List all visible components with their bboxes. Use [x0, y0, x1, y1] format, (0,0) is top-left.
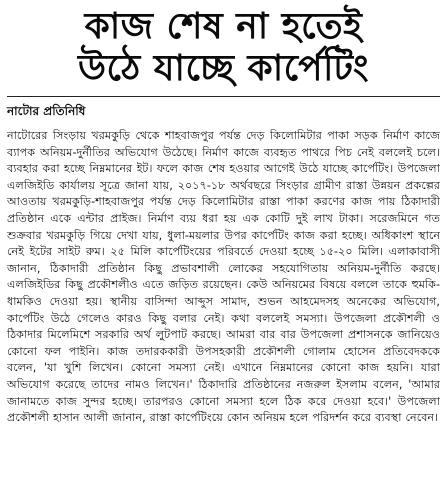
headline-line-2: উঠে যাচ্ছে কার্পেটিং	[78, 48, 369, 89]
article-body: নাটোরের সিংড়ায় খরমকুড়ি থেকে শাহবাজপুর পর্যন্ত দেড় কিলোমিটার পাকা সড়ক নির্মাণ কাজে ব্যাপক অনিয়ম-দুর্নীতির অভিযোগ উঠেছে। নির্মাণ কাজে ব্যবহৃত পাথরে পিচ নেই বললেই চলে। ব্যবহার করা হচ্ছে নিম্নমানের ইট। ফলে কাজ শেষ হওয়ার আগেই উঠে যাচ্ছে কার্পেটিং। উপজেলা এলজিইডি কার্যালয় সূত্রে জানা যায়, ২০১৭-১৮ অর্থবছরে সিংড়ার গ্রামীণ রাস্তা উন্নয়ন প্রকল্পের আওতায় খরমকুড়ি-শাহবাজপুর পর্যন্ত দেড় কিলোমিটার রাস্তা পাকা করণের কাজ পায় ঠিকাদারী প্রতিষ্ঠান একে এন্টার প্রাইজ। নির্মাণ ব্যয় ধরা হয় এক কোটি দুই লাখ টাকা। সরেজমিনে গত শুক্রবার খরমকুড়ি গিয়ে দেখা যায়, ধুলা-ময়লার উপর কার্পেটিং কাজ করা হচ্ছে। অধিকাংশ স্থানে নেই ইটের সাইট রুম। ২৫ মিলি কার্পেটিংয়ের পরিবর্তে দেওয়া হচ্ছে ১৫-২০ মিলি। এলাকাবাসী জানান, ঠিকাদারী প্রতিষ্ঠান কিছু প্রভাবশালী লোকের সহযোগিতায় অনিয়ম-দুর্নীতি করছে। এলজিইডির কিছু প্রকৌশলীও এতে জড়িত রয়েছেন। কেউ অনিয়মের বিষয়ে বললে তাকে হুমকি-ধামকিও দেওয়া হয়। স্থানীয় বাসিন্দা আব্দুস সামাদ, শুভন আহমেদসহ অনেকের অভিযোগ, কার্পেটিং উঠে গেলেও কারও কিছু বলার নেই। কথা বললেই সমস্যা। উপজেলা প্রকৌশলী ও ঠিকাদার মিলেমিশে সরকারি অর্থ লুটপাট করছে। আমরা বার বার উপজেলা প্রশাসনকে জানিয়েও কোনো ফল পাইনি। কাজ তদারককারী উপসহকারী প্রকৌশলী গোলাম হোসেন প্রতিবেদককে বলেন, 'যা খুশি লিখেন। কোনো সমস্যা নেই। এখানে নিম্নমানের কোনো কাজ হয়নি। যারা অভিযোগ করেছে তাদের নামও লিখেন।' ঠিকাদারি প্রতিষ্ঠানের নজরুল ইসলাম বলেন, 'আমার জানামতে কাজ সুন্দর হচ্ছে। তারপরও কোনো সমস্যা হলে ঠিক করে দেওয়া হবে।' উপজেলা প্রকৌশলী হাসান আলী জানান, রাস্তা কার্পেটিংয়ে কোন অনিয়ম হলে পরিদর্শন করে ব্যবস্থা নেবেন।	[7, 129, 440, 425]
byline: নাটোর প্রতিনিধি	[7, 104, 86, 118]
byline-row	[7, 96, 440, 120]
headline	[7, 6, 440, 90]
headline-line-1: কাজ শেষ না হতেই	[84, 6, 363, 47]
